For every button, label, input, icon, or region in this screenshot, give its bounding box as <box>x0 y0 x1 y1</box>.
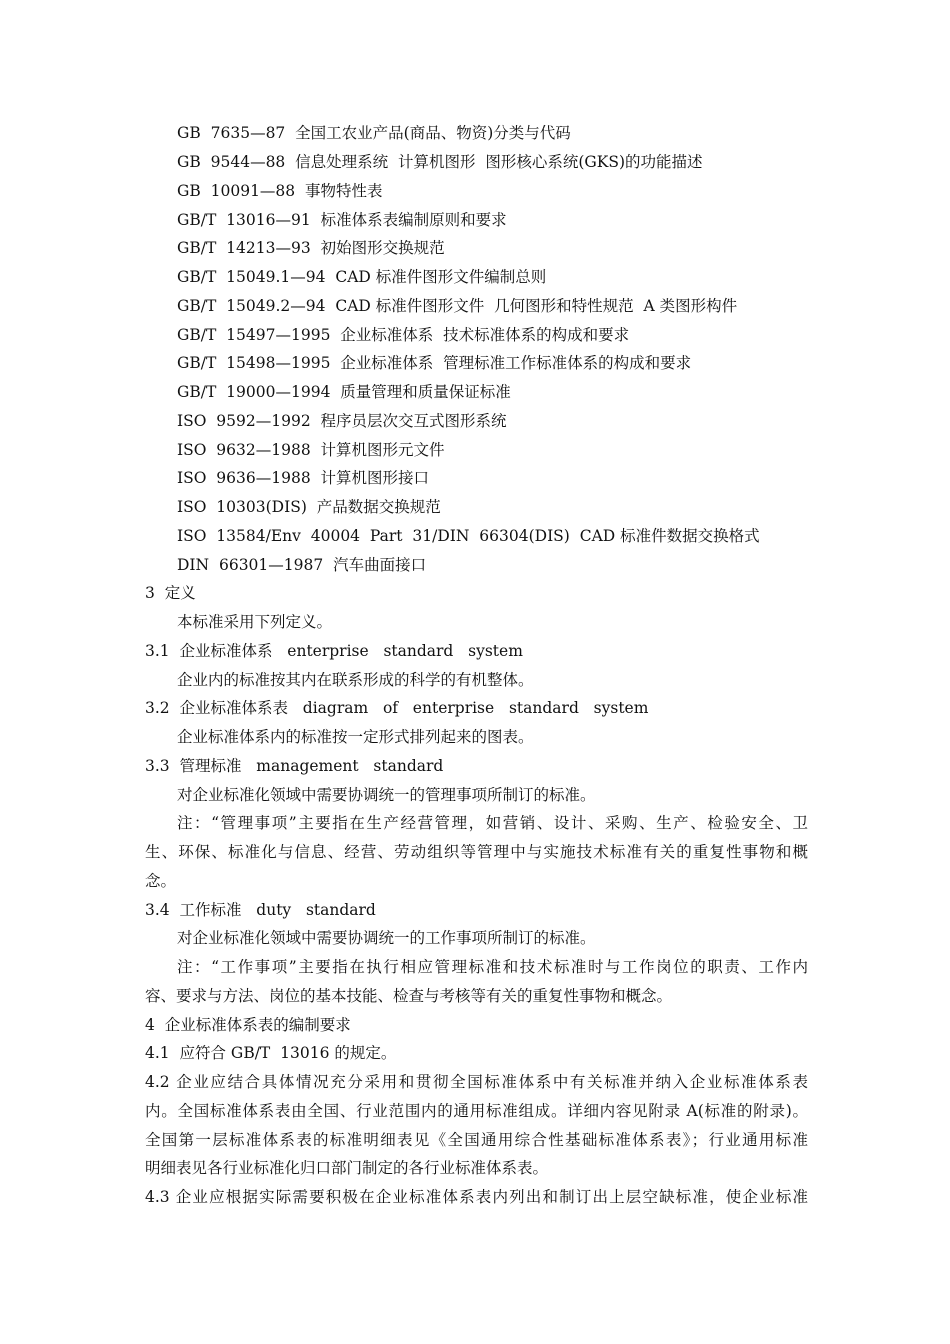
reference-item: GB/T 15049.1—94 CAD 标准件图形文件编制总则 <box>177 268 547 286</box>
reference-item: ISO 9632—1988 计算机图形元文件 <box>177 441 445 459</box>
clause-text: 内。全国标准体系表由全国、行业范围内的通用标准组成。详细内容见附录 A(标准的附录)。 <box>145 1102 808 1120</box>
clause-text: 4.2 企业应结合具体情况充分采用和贯彻全国标准体系中有关标准并纳入企业标准体系表 <box>145 1073 808 1091</box>
note-text: 生、环保、标准化与信息、经营、劳动组织等管理中与实施技术标准有关的重复性事物和概 <box>145 843 808 861</box>
section-heading: 4 企业标准体系表的编制要求 <box>145 1016 351 1034</box>
reference-item: GB/T 15498—1995 企业标准体系 管理标准工作标准体系的构成和要求 <box>177 354 692 372</box>
reference-item: ISO 10303(DIS) 产品数据交换规范 <box>177 498 441 516</box>
note-text: 注：“管理事项”主要指在生产经营管理，如营销、设计、采购、生产、检验安全、卫 <box>177 814 808 832</box>
reference-item: ISO 9592—1992 程序员层次交互式图形系统 <box>177 412 507 430</box>
note-text: 容、要求与方法、岗位的基本技能、检查与考核等有关的重复性事物和概念。 <box>145 987 673 1005</box>
clause-text: 全国第一层标准体系表的标准明细表见《全国通用综合性基础标准体系表》；行业通用标准 <box>145 1131 808 1149</box>
definition-text: 企业内的标准按其内在联系形成的科学的有机整体。 <box>177 671 534 689</box>
reference-item: GB 9544—88 信息处理系统 计算机图形 图形核心系统(GKS)的功能描述 <box>177 153 703 171</box>
clause-text: 4.1 应符合 GB/T 13016 的规定。 <box>145 1044 397 1062</box>
note-text: 念。 <box>145 872 177 890</box>
reference-item: GB/T 15049.2—94 CAD 标准件图形文件 几何图形和特性规范 A 类图形构件 <box>177 297 738 315</box>
definition-heading: 3.1 企业标准体系 enterprise standard system <box>145 642 523 660</box>
reference-item: GB/T 13016—91 标准体系表编制原则和要求 <box>177 211 507 229</box>
reference-item: DIN 66301—1987 汽车曲面接口 <box>177 556 427 574</box>
definition-text: 企业标准体系内的标准按一定形式排列起来的图表。 <box>177 728 534 746</box>
reference-item: ISO 13584/Env 40004 Part 31/DIN 66304(DIS) CAD 标准件数据交换格式 <box>177 527 760 545</box>
section-heading: 3 定义 <box>145 584 196 602</box>
definition-heading: 3.4 工作标准 duty standard <box>145 901 376 919</box>
definition-text: 对企业标准化领域中需要协调统一的工作事项所制订的标准。 <box>177 929 596 947</box>
definition-text: 对企业标准化领域中需要协调统一的管理事项所制订的标准。 <box>177 786 596 804</box>
definition-heading: 3.3 管理标准 management standard <box>145 757 444 775</box>
clause-text: 4.3 企业应根据实际需要积极在企业标准体系表内列出和制订出上层空缺标准，使企业标准 <box>145 1188 808 1206</box>
paragraph: 本标准采用下列定义。 <box>177 613 333 631</box>
reference-item: GB/T 15497—1995 企业标准体系 技术标准体系的构成和要求 <box>177 326 630 344</box>
note-text: 注：“工作事项”主要指在执行相应管理标准和技术标准时与工作岗位的职责、工作内 <box>177 958 808 976</box>
reference-item: GB 7635—87 全国工农业产品(商品、物资)分类与代码 <box>177 124 571 142</box>
clause-text: 明细表见各行业标准化归口部门制定的各行业标准体系表。 <box>145 1159 549 1177</box>
reference-item: ISO 9636—1988 计算机图形接口 <box>177 469 430 487</box>
reference-item: GB/T 14213—93 初始图形交换规范 <box>177 239 445 257</box>
reference-item: GB/T 19000—1994 质量管理和质量保证标准 <box>177 383 511 401</box>
reference-item: GB 10091—88 事物特性表 <box>177 182 383 200</box>
definition-heading: 3.2 企业标准体系表 diagram of enterprise standard system <box>145 699 649 717</box>
